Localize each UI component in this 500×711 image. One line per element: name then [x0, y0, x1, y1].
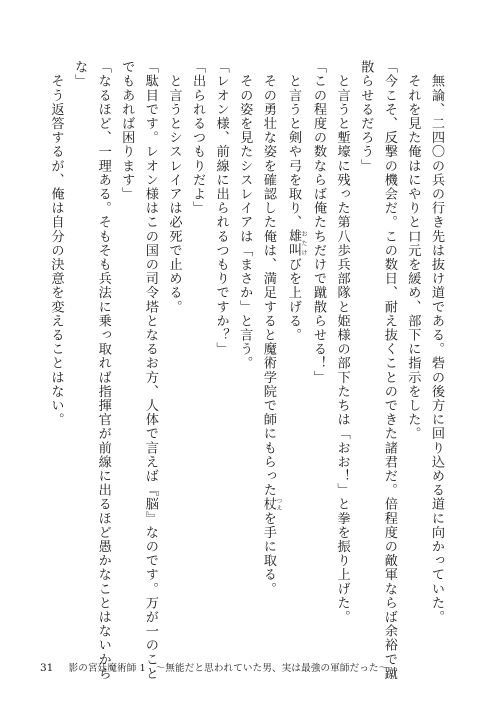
page-number: 31 [40, 662, 54, 674]
text-line: 「出られるつもりだよ」 [190, 60, 206, 216]
text-line: その姿を見たシスレイアは「まさか」と言う。 [237, 60, 253, 371]
text-line: それを見た俺はにやりと口元を緩め、部下に指示をした。 [405, 60, 421, 441]
text-line: 無論、二四〇の兵の行き先は抜け道である。砦の後方に回り込める道に向かっていた。 [429, 60, 444, 624]
text-line: 「駄目です。レオン様はこの国の司令塔となるお方、人体で言えば『脳』なのです。万が一のこと [142, 60, 158, 681]
text-line: その勇壮な姿を確認した俺は、満足すると魔術学院で師にもらった杖 つえを手に取る。 [260, 60, 282, 596]
text-line: 「レオン様、前線に出られるつもりですか？」 [213, 60, 229, 357]
ruby-annotation: 雄叫 おたけ [285, 229, 307, 258]
text-line: 「なるほど、一理ある。そもそも兵法に乗っ取れば指揮官が前線に出るほど愚かなことはないから [95, 60, 111, 681]
running-title: 影の宮廷魔術師 1 〜無能だと思われていた男、実は最強の軍師だった〜 [68, 663, 389, 674]
text-line: 「今こそ、反撃の機会だ。この数日、耐え抜くことのできた諸君だ。倍程度の敵軍ならば余裕で蹴 [381, 60, 397, 681]
ruby-annotation: 杖 つえ [260, 497, 282, 512]
text-line: と言うとシスレイアは必死で止める。 [166, 60, 182, 314]
text-line: と言うと塹壕に残った第八歩兵部隊と姫様の部下たちは「おお！」と拳を振り上げた。 [334, 60, 350, 624]
text-line: そう返答するが、俺は自分の決意を変えることはない。 [48, 60, 64, 427]
page-footer [40, 661, 388, 676]
text-line: 散らせるだろう」 [358, 60, 374, 173]
text-line: と言うと剣や弓を取り、雄叫 おたけびを上げる。 [285, 60, 307, 343]
text-line: な」 [72, 60, 88, 89]
text-line: 「この程度の数ならば俺たちだけで蹴散らせる！」 [311, 60, 327, 385]
text-line: でもあれば困ります」 [119, 60, 135, 201]
